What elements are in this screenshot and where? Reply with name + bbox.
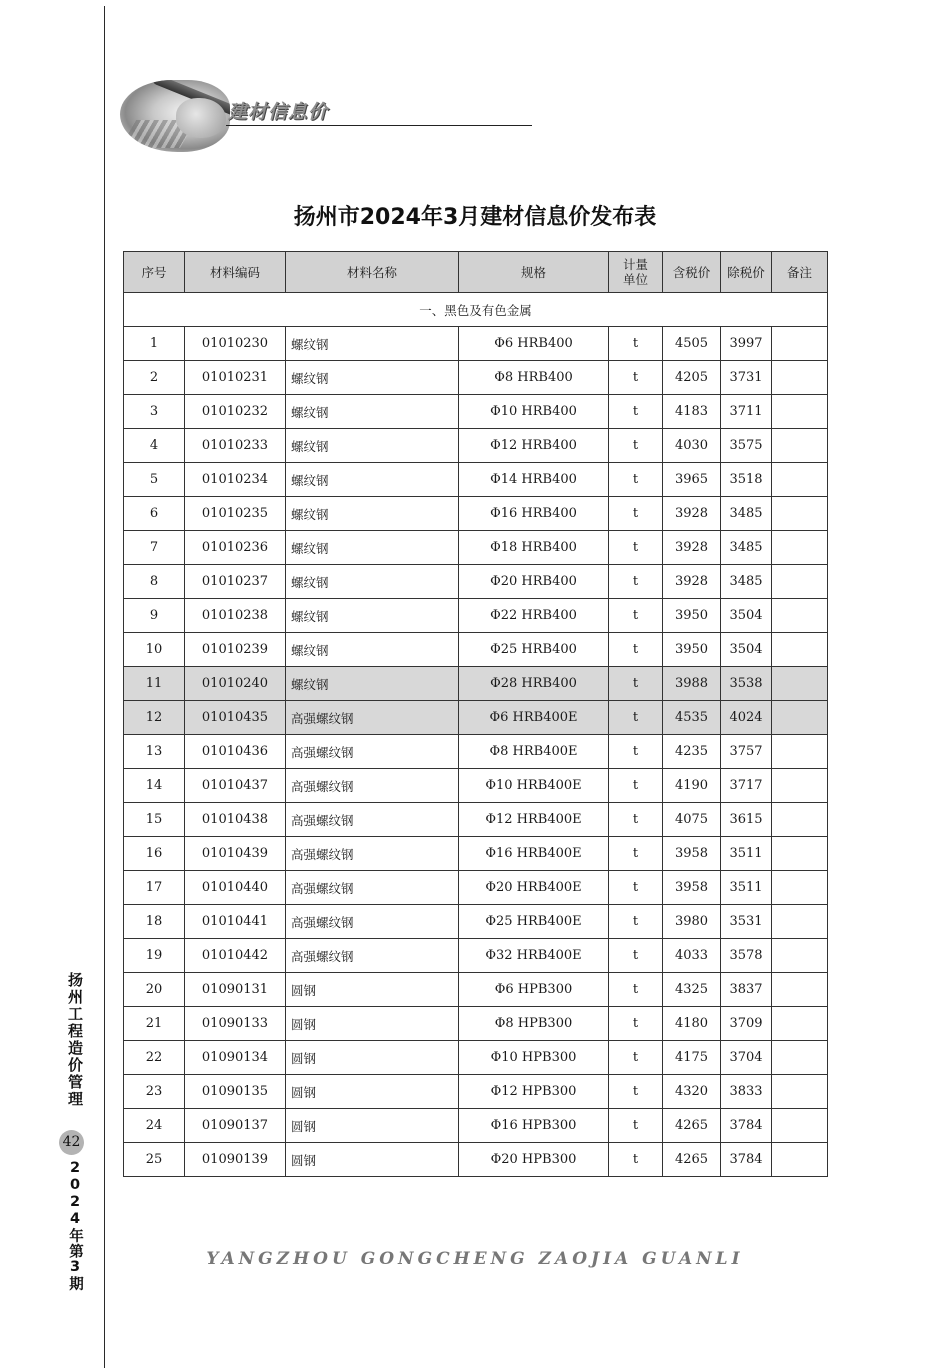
col-header-index: 序号 [124, 252, 185, 293]
page-title: 扬州市2024年3月建材信息价发布表 [293, 205, 657, 230]
cell-spec: Φ12 HRB400E [459, 803, 609, 837]
cell-unit: t [609, 531, 663, 565]
cell-unit: t [609, 735, 663, 769]
cell-row-index: 4 [124, 429, 185, 463]
cell-remarks [772, 667, 828, 701]
cell-price-incl-tax: 4033 [663, 939, 721, 973]
cell-spec: Φ6 HRB400 [459, 327, 609, 361]
cell-material-name: 螺纹钢 [286, 531, 459, 565]
cell-row-index: 23 [124, 1075, 185, 1109]
cell-material-name: 圆钢 [286, 1075, 459, 1109]
col-header-code: 材料编码 [185, 252, 286, 293]
cell-material-code: 01010234 [185, 463, 286, 497]
cell-price-incl-tax: 4075 [663, 803, 721, 837]
table-row [124, 327, 828, 361]
cell-price-excl-tax: 3784 [721, 1143, 772, 1177]
cell-remarks [772, 633, 828, 667]
cell-material-name: 螺纹钢 [286, 599, 459, 633]
table-section-row [124, 293, 828, 327]
table-row [124, 599, 828, 633]
cell-material-code: 01090137 [185, 1109, 286, 1143]
table-row [124, 395, 828, 429]
cell-price-excl-tax: 3997 [721, 327, 772, 361]
cell-remarks [772, 565, 828, 599]
cell-unit: t [609, 939, 663, 973]
cell-remarks [772, 463, 828, 497]
table-row [124, 531, 828, 565]
cell-remarks [772, 701, 828, 735]
cell-spec: Φ8 HPB300 [459, 1007, 609, 1041]
cell-material-name: 高强螺纹钢 [286, 871, 459, 905]
cell-material-name: 高强螺纹钢 [286, 837, 459, 871]
cell-unit: t [609, 1007, 663, 1041]
cell-material-name: 螺纹钢 [286, 667, 459, 701]
cell-unit: t [609, 871, 663, 905]
cell-remarks [772, 1041, 828, 1075]
cell-unit: t [609, 395, 663, 429]
col-header-name: 材料名称 [286, 252, 459, 293]
cell-material-code: 01010437 [185, 769, 286, 803]
cell-price-incl-tax: 4175 [663, 1041, 721, 1075]
cell-unit: t [609, 905, 663, 939]
cell-material-name: 高强螺纹钢 [286, 803, 459, 837]
cell-spec: Φ10 HRB400E [459, 769, 609, 803]
cell-price-excl-tax: 3575 [721, 429, 772, 463]
cell-price-excl-tax: 3833 [721, 1075, 772, 1109]
cell-row-index: 15 [124, 803, 185, 837]
cell-row-index: 16 [124, 837, 185, 871]
cell-remarks [772, 395, 828, 429]
cell-price-excl-tax: 3504 [721, 633, 772, 667]
cell-price-excl-tax: 4024 [721, 701, 772, 735]
cell-unit: t [609, 463, 663, 497]
cell-price-excl-tax: 3578 [721, 939, 772, 973]
cell-remarks [772, 871, 828, 905]
cell-spec: Φ22 HRB400 [459, 599, 609, 633]
cell-row-index: 18 [124, 905, 185, 939]
cell-material-name: 高强螺纹钢 [286, 905, 459, 939]
cell-row-index: 1 [124, 327, 185, 361]
cell-spec: Φ32 HRB400E [459, 939, 609, 973]
table-row [124, 1075, 828, 1109]
cell-row-index: 13 [124, 735, 185, 769]
cell-material-name: 高强螺纹钢 [286, 939, 459, 973]
cell-price-incl-tax: 4235 [663, 735, 721, 769]
table-row [124, 361, 828, 395]
cell-material-code: 01010236 [185, 531, 286, 565]
cell-row-index: 14 [124, 769, 185, 803]
cell-spec: Φ16 HRB400E [459, 837, 609, 871]
cell-price-incl-tax: 4190 [663, 769, 721, 803]
cell-row-index: 7 [124, 531, 185, 565]
cell-spec: Φ28 HRB400 [459, 667, 609, 701]
cell-price-excl-tax: 3485 [721, 565, 772, 599]
hand-image [176, 98, 226, 138]
cell-unit: t [609, 565, 663, 599]
page-number-badge: 42 [59, 1130, 84, 1155]
cell-material-code: 01010240 [185, 667, 286, 701]
cell-price-incl-tax: 4180 [663, 1007, 721, 1041]
table-row [124, 1007, 828, 1041]
cell-spec: Φ6 HRB400E [459, 701, 609, 735]
cell-price-incl-tax: 3950 [663, 633, 721, 667]
cell-unit: t [609, 667, 663, 701]
table-row [124, 871, 828, 905]
cell-spec: Φ6 HPB300 [459, 973, 609, 1007]
cell-spec: Φ10 HPB300 [459, 1041, 609, 1075]
cell-row-index: 22 [124, 1041, 185, 1075]
cell-spec: Φ16 HRB400 [459, 497, 609, 531]
cell-material-name: 圆钢 [286, 973, 459, 1007]
margin-rule [104, 6, 105, 1368]
table-header-row [124, 252, 828, 293]
cell-price-excl-tax: 3485 [721, 497, 772, 531]
cell-unit: t [609, 497, 663, 531]
cell-remarks [772, 327, 828, 361]
cell-material-code: 01010231 [185, 361, 286, 395]
cell-price-excl-tax: 3711 [721, 395, 772, 429]
cell-unit: t [609, 1143, 663, 1177]
cell-material-code: 01090133 [185, 1007, 286, 1041]
cell-spec: Φ20 HPB300 [459, 1143, 609, 1177]
cell-price-excl-tax: 3485 [721, 531, 772, 565]
cell-unit: t [609, 701, 663, 735]
cell-price-excl-tax: 3511 [721, 871, 772, 905]
cell-price-excl-tax: 3757 [721, 735, 772, 769]
cell-row-index: 25 [124, 1143, 185, 1177]
cell-row-index: 8 [124, 565, 185, 599]
cell-remarks [772, 1143, 828, 1177]
cell-spec: Φ18 HRB400 [459, 531, 609, 565]
cell-spec: Φ10 HRB400 [459, 395, 609, 429]
cell-unit: t [609, 599, 663, 633]
cell-price-excl-tax: 3615 [721, 803, 772, 837]
cell-price-excl-tax: 3784 [721, 1109, 772, 1143]
col-header-remarks: 备注 [772, 252, 828, 293]
cell-spec: Φ25 HRB400E [459, 905, 609, 939]
cell-material-code: 01090139 [185, 1143, 286, 1177]
section-label: 一、黑色及有色金属 [124, 293, 828, 327]
col-header-unit: 计量 单位 [609, 252, 663, 293]
cell-material-code: 01090131 [185, 973, 286, 1007]
cell-price-excl-tax: 3731 [721, 361, 772, 395]
table-row [124, 973, 828, 1007]
cell-price-incl-tax: 3980 [663, 905, 721, 939]
table-row [124, 939, 828, 973]
cell-remarks [772, 803, 828, 837]
cell-spec: Φ25 HRB400 [459, 633, 609, 667]
cell-material-name: 圆钢 [286, 1109, 459, 1143]
cell-price-incl-tax: 4535 [663, 701, 721, 735]
cell-price-incl-tax: 4265 [663, 1109, 721, 1143]
table-row [124, 803, 828, 837]
cell-price-excl-tax: 3709 [721, 1007, 772, 1041]
cell-spec: Φ20 HRB400 [459, 565, 609, 599]
cell-spec: Φ8 HRB400E [459, 735, 609, 769]
cell-unit: t [609, 327, 663, 361]
cell-material-name: 高强螺纹钢 [286, 769, 459, 803]
cell-unit: t [609, 803, 663, 837]
cell-remarks [772, 905, 828, 939]
cell-row-index: 17 [124, 871, 185, 905]
col-header-price-excl-tax: 除税价 [721, 252, 772, 293]
cell-material-code: 01010238 [185, 599, 286, 633]
cell-price-incl-tax: 4265 [663, 1143, 721, 1177]
table-row [124, 837, 828, 871]
cell-row-index: 20 [124, 973, 185, 1007]
cell-material-code: 01010232 [185, 395, 286, 429]
table-row [124, 463, 828, 497]
cell-material-name: 高强螺纹钢 [286, 735, 459, 769]
cell-remarks [772, 1007, 828, 1041]
cell-material-name: 螺纹钢 [286, 463, 459, 497]
footer-journal-name: YANGZHOU GONGCHENG ZAOJIA GUANLI [206, 1249, 744, 1269]
cell-material-name: 高强螺纹钢 [286, 701, 459, 735]
cell-unit: t [609, 1075, 663, 1109]
cell-remarks [772, 429, 828, 463]
table-row [124, 429, 828, 463]
cell-unit: t [609, 1109, 663, 1143]
cell-material-code: 01090134 [185, 1041, 286, 1075]
cell-price-incl-tax: 4325 [663, 973, 721, 1007]
cell-material-name: 圆钢 [286, 1041, 459, 1075]
cell-unit: t [609, 361, 663, 395]
cell-remarks [772, 973, 828, 1007]
cell-row-index: 21 [124, 1007, 185, 1041]
cell-material-code: 01010440 [185, 871, 286, 905]
section-title: 建材信息价 [228, 101, 329, 123]
cell-price-incl-tax: 4030 [663, 429, 721, 463]
cell-price-incl-tax: 4205 [663, 361, 721, 395]
cell-material-code: 01010436 [185, 735, 286, 769]
cell-unit: t [609, 1041, 663, 1075]
col-header-price-incl-tax: 含税价 [663, 252, 721, 293]
cell-row-index: 6 [124, 497, 185, 531]
cell-remarks [772, 497, 828, 531]
cell-price-incl-tax: 3928 [663, 497, 721, 531]
cell-price-incl-tax: 4320 [663, 1075, 721, 1109]
price-table [123, 251, 828, 1177]
cell-row-index: 5 [124, 463, 185, 497]
cell-remarks [772, 599, 828, 633]
cell-price-excl-tax: 3837 [721, 973, 772, 1007]
cell-material-code: 01010435 [185, 701, 286, 735]
cell-row-index: 9 [124, 599, 185, 633]
cell-material-name: 螺纹钢 [286, 497, 459, 531]
cell-material-code: 01010237 [185, 565, 286, 599]
cell-spec: Φ12 HPB300 [459, 1075, 609, 1109]
table-row [124, 667, 828, 701]
cell-remarks [772, 939, 828, 973]
cell-material-code: 01010239 [185, 633, 286, 667]
cell-price-excl-tax: 3504 [721, 599, 772, 633]
cell-material-code: 01010235 [185, 497, 286, 531]
cell-row-index: 12 [124, 701, 185, 735]
cell-price-excl-tax: 3704 [721, 1041, 772, 1075]
cell-row-index: 2 [124, 361, 185, 395]
table-row [124, 735, 828, 769]
cell-material-name: 圆钢 [286, 1143, 459, 1177]
cell-remarks [772, 735, 828, 769]
cell-material-code: 01010230 [185, 327, 286, 361]
cell-price-incl-tax: 3958 [663, 871, 721, 905]
col-header-spec: 规格 [459, 252, 609, 293]
cell-row-index: 19 [124, 939, 185, 973]
table-row [124, 1143, 828, 1177]
cell-price-incl-tax: 3958 [663, 837, 721, 871]
cell-remarks [772, 1109, 828, 1143]
table-row [124, 905, 828, 939]
side-issue-label: 2024年第3期 [67, 1160, 83, 1292]
cell-price-incl-tax: 4183 [663, 395, 721, 429]
table-row [124, 1109, 828, 1143]
cell-spec: Φ8 HRB400 [459, 361, 609, 395]
table-row [124, 701, 828, 735]
cell-row-index: 24 [124, 1109, 185, 1143]
cell-material-code: 01010438 [185, 803, 286, 837]
cell-remarks [772, 531, 828, 565]
cell-material-code: 01010441 [185, 905, 286, 939]
cell-price-excl-tax: 3511 [721, 837, 772, 871]
cell-spec: Φ20 HRB400E [459, 871, 609, 905]
cell-spec: Φ14 HRB400 [459, 463, 609, 497]
cell-unit: t [609, 769, 663, 803]
cell-material-name: 螺纹钢 [286, 565, 459, 599]
cell-price-incl-tax: 3928 [663, 531, 721, 565]
table-row [124, 497, 828, 531]
cell-price-incl-tax: 3950 [663, 599, 721, 633]
cell-remarks [772, 769, 828, 803]
cell-material-code: 01010442 [185, 939, 286, 973]
cell-remarks [772, 837, 828, 871]
cell-unit: t [609, 633, 663, 667]
table-row [124, 565, 828, 599]
cell-price-incl-tax: 4505 [663, 327, 721, 361]
cell-remarks [772, 1075, 828, 1109]
side-journal-name: 扬州工程造价管理 [66, 972, 84, 1108]
table-row [124, 769, 828, 803]
header-photo [120, 80, 230, 152]
cell-price-excl-tax: 3518 [721, 463, 772, 497]
cell-spec: Φ16 HPB300 [459, 1109, 609, 1143]
cell-unit: t [609, 429, 663, 463]
cell-unit: t [609, 973, 663, 1007]
cell-material-name: 螺纹钢 [286, 429, 459, 463]
cell-material-code: 01010233 [185, 429, 286, 463]
cell-material-name: 圆钢 [286, 1007, 459, 1041]
cell-row-index: 3 [124, 395, 185, 429]
cell-unit: t [609, 837, 663, 871]
cell-material-name: 螺纹钢 [286, 395, 459, 429]
cell-material-code: 01090135 [185, 1075, 286, 1109]
cell-material-name: 螺纹钢 [286, 327, 459, 361]
cell-remarks [772, 361, 828, 395]
cell-price-excl-tax: 3538 [721, 667, 772, 701]
cell-material-name: 螺纹钢 [286, 361, 459, 395]
section-rule [226, 125, 532, 126]
table-row [124, 1041, 828, 1075]
cell-price-incl-tax: 3988 [663, 667, 721, 701]
cell-material-name: 螺纹钢 [286, 633, 459, 667]
cell-price-excl-tax: 3717 [721, 769, 772, 803]
cell-price-excl-tax: 3531 [721, 905, 772, 939]
cell-material-code: 01010439 [185, 837, 286, 871]
cell-row-index: 10 [124, 633, 185, 667]
table-row [124, 633, 828, 667]
cell-spec: Φ12 HRB400 [459, 429, 609, 463]
cell-price-incl-tax: 3965 [663, 463, 721, 497]
cell-price-incl-tax: 3928 [663, 565, 721, 599]
cell-row-index: 11 [124, 667, 185, 701]
